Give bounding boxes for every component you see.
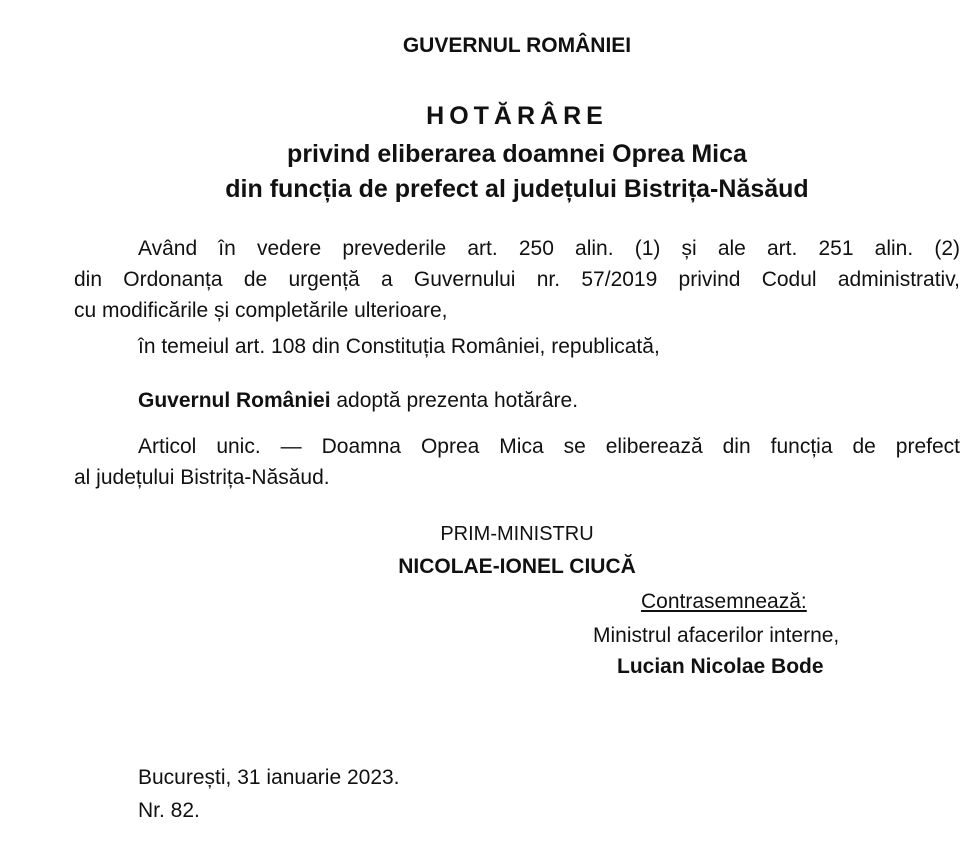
- single-article-line-1: Articol unic. — Doamna Oprea Mica se eliberează din funcția de prefect: [138, 435, 960, 458]
- decision-subject-line-2: din funcția de prefect al județului Bistrița-Năsăud: [225, 175, 809, 203]
- legal-basis-line-3: cu modificările și completările ulterioare,: [74, 299, 448, 322]
- adoption-text: adoptă prezenta hotărâre.: [330, 389, 579, 412]
- decision-subject-line-1: privind eliberarea doamnei Oprea Mica: [287, 140, 747, 168]
- prime-minister-name: NICOLAE-IONEL CIUCĂ: [398, 555, 636, 578]
- legal-basis-line-2: din Ordonanța de urgență a Guvernului nr. 57/2019 privind Codul administrativ,: [74, 268, 960, 291]
- minister-title: Ministrul afacerilor interne,: [593, 624, 840, 647]
- adoption-subject: Guvernul României: [138, 389, 331, 412]
- document-type-heading: HOTĂRÂRE: [426, 102, 608, 130]
- constitution-basis-paragraph: în temeiul art. 108 din Constituția României, republicată,: [138, 335, 660, 358]
- legal-basis-line-1: Având în vedere prevederile art. 250 alin. (1) și ale art. 251 alin. (2): [138, 237, 960, 260]
- institution-header: GUVERNUL ROMÂNIEI: [402, 34, 632, 57]
- document-number: Nr. 82.: [138, 799, 200, 822]
- adoption-paragraph: [138, 385, 578, 416]
- minister-name: Lucian Nicolae Bode: [617, 655, 824, 678]
- prime-minister-title: PRIM-MINISTRU: [440, 523, 594, 545]
- single-article-paragraph: [74, 431, 960, 493]
- place-and-date: București, 31 ianuarie 2023.: [138, 766, 400, 789]
- legal-basis-paragraph: [74, 233, 960, 326]
- single-article-line-2: al județului Bistrița-Năsăud.: [74, 466, 330, 489]
- countersign-label: Contrasemnează:: [641, 590, 807, 613]
